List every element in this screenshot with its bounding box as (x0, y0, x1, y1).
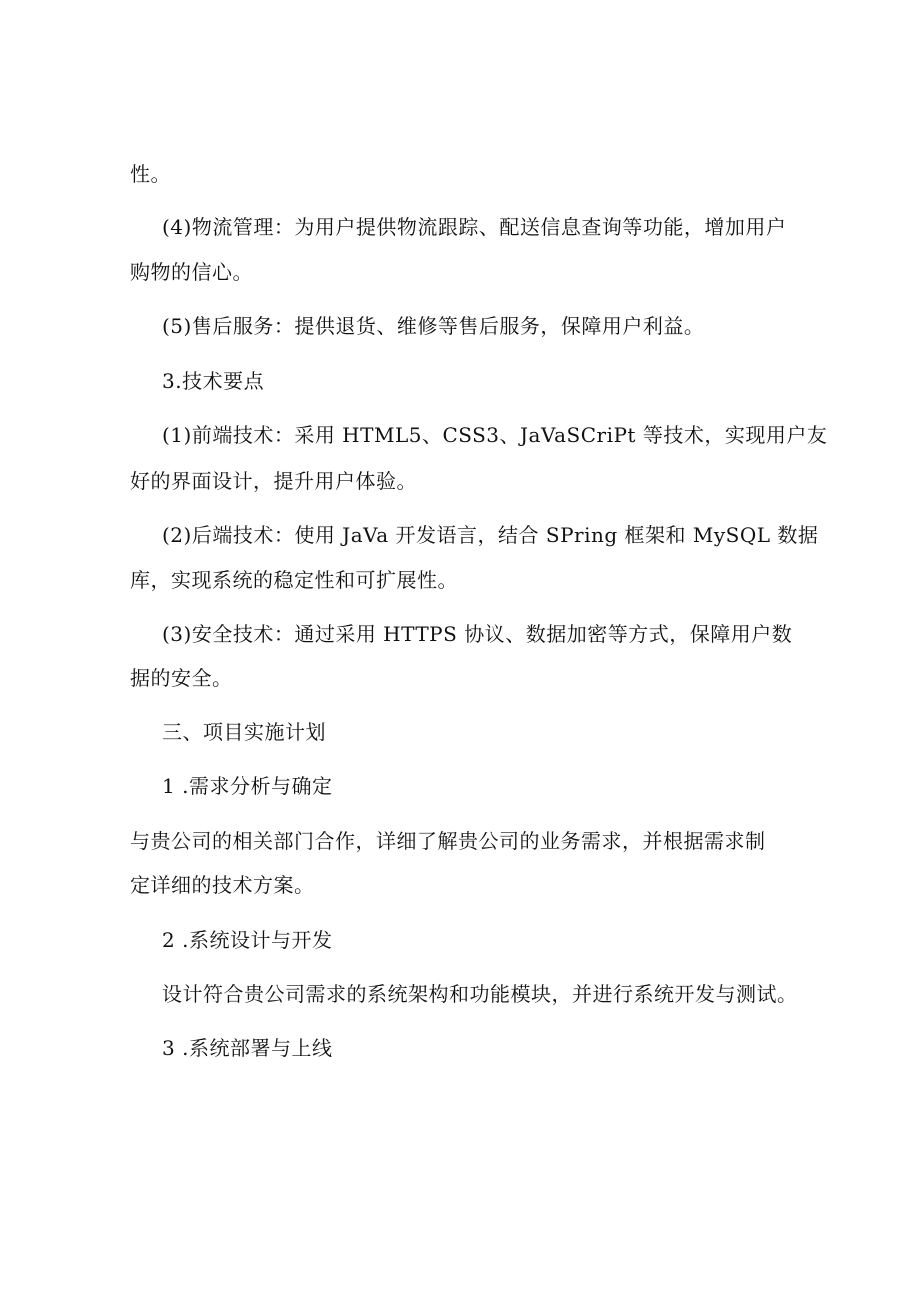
after-sales-item-line: (5)售后服务：提供退货、维修等售后服务，保障用户利益。 (162, 314, 705, 338)
subheading-deployment: 3 .系统部署与上线 (162, 1036, 333, 1060)
logistics-item-line: (4)物流管理：为用户提供物流跟踪、配送信息查询等功能，增加用户 (162, 215, 787, 239)
frontend-item-line: (1)前端技术：采用 HTML5、CSS3、JaVaSCriPt 等技术，实现用户友 (162, 423, 828, 447)
paragraph-line: 设计符合贵公司需求的系统架构和功能模块，并进行系统开发与测试。 (162, 982, 798, 1006)
paragraph-line: 定详细的技术方案。 (130, 873, 315, 897)
backend-item-line: (2)后端技术：使用 JaVa 开发语言，结合 SPring 框架和 MySQL 数据 (162, 523, 819, 547)
security-item-line: (3)安全技术：通过采用 HTTPS 协议、数据加密等方式，保障用户数 (162, 622, 793, 646)
paragraph-line: 性。 (130, 162, 171, 186)
paragraph-line: 购物的信心。 (130, 260, 253, 284)
subheading-requirements: 1 .需求分析与确定 (162, 774, 333, 798)
subheading-design-development: 2 .系统设计与开发 (162, 928, 333, 952)
paragraph-line: 好的界面设计，提升用户体验。 (130, 469, 417, 493)
paragraph-line: 与贵公司的相关部门合作，详细了解贵公司的业务需求，并根据需求制 (130, 829, 766, 853)
paragraph-line: 据的安全。 (130, 666, 233, 690)
section-heading-tech-points: 3.技术要点 (162, 369, 265, 393)
chapter-heading-implementation-plan: 三、项目实施计划 (162, 720, 326, 744)
paragraph-line: 库，实现系统的稳定性和可扩展性。 (130, 568, 458, 592)
